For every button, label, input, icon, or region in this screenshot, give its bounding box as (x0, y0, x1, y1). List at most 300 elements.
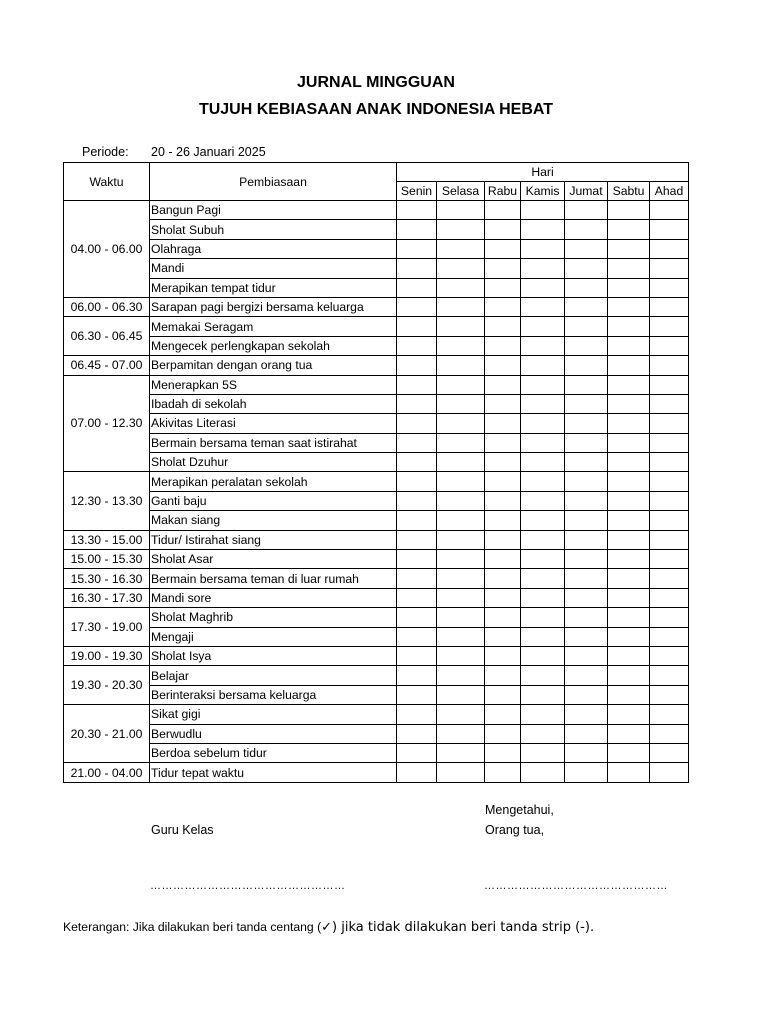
day-check-cell[interactable] (397, 472, 437, 491)
day-check-cell[interactable] (521, 472, 565, 491)
day-check-cell[interactable] (485, 743, 521, 762)
table-row (64, 666, 689, 685)
header-day: Senin (397, 182, 437, 201)
day-check-cell[interactable] (521, 588, 565, 607)
activity-cell: Mengaji (150, 627, 397, 646)
day-check-cell[interactable] (650, 685, 689, 704)
day-check-cell[interactable] (485, 646, 521, 665)
day-check-cell[interactable] (565, 511, 608, 530)
day-check-cell[interactable] (437, 646, 485, 665)
day-check-cell[interactable] (565, 569, 608, 588)
activity-cell: Ganti baju (150, 491, 397, 510)
day-check-cell[interactable] (608, 472, 650, 491)
day-check-cell[interactable] (521, 666, 565, 685)
day-check-cell[interactable] (397, 511, 437, 530)
day-check-cell[interactable] (521, 530, 565, 549)
day-check-cell[interactable] (521, 336, 565, 355)
time-slot-cell: 15.30 - 16.30 (64, 569, 150, 588)
day-check-cell[interactable] (650, 259, 689, 278)
activity-cell: Mandi sore (150, 588, 397, 607)
day-check-cell[interactable] (485, 278, 521, 297)
day-check-cell[interactable] (521, 569, 565, 588)
day-check-cell[interactable] (437, 356, 485, 375)
time-slot-cell: 19.00 - 19.30 (64, 646, 150, 665)
activity-cell: Tidur tepat waktu (150, 763, 397, 782)
day-check-cell[interactable] (437, 743, 485, 762)
activity-cell: Berinteraksi bersama keluarga (150, 685, 397, 704)
table-row (64, 530, 689, 549)
day-check-cell[interactable] (608, 646, 650, 665)
day-check-cell[interactable] (485, 530, 521, 549)
day-check-cell[interactable] (397, 414, 437, 433)
day-check-cell[interactable] (437, 453, 485, 472)
day-check-cell[interactable] (397, 608, 437, 627)
activity-cell: Berdoa sebelum tidur (150, 743, 397, 762)
day-check-cell[interactable] (608, 278, 650, 297)
header-day: Jumat (565, 182, 608, 201)
day-check-cell[interactable] (485, 685, 521, 704)
day-check-cell[interactable] (521, 297, 565, 316)
day-check-cell[interactable] (437, 511, 485, 530)
header-day: Selasa (437, 182, 485, 201)
activity-cell: Sholat Asar (150, 550, 397, 569)
day-check-cell[interactable] (397, 666, 437, 685)
day-check-cell[interactable] (397, 201, 437, 220)
header-day: Rabu (485, 182, 521, 201)
day-check-cell[interactable] (650, 317, 689, 336)
day-check-cell[interactable] (437, 608, 485, 627)
day-check-cell[interactable] (608, 491, 650, 510)
header-day: Kamis (521, 182, 565, 201)
activity-cell: Ibadah di sekolah (150, 394, 397, 413)
activity-cell: Akivitas Literasi (150, 414, 397, 433)
activity-cell: Merapikan tempat tidur (150, 278, 397, 297)
day-check-cell[interactable] (650, 491, 689, 510)
day-check-cell[interactable] (521, 550, 565, 569)
day-check-cell[interactable] (485, 375, 521, 394)
day-check-cell[interactable] (521, 627, 565, 646)
activity-cell: Menerapkan 5S (150, 375, 397, 394)
day-check-cell[interactable] (397, 278, 437, 297)
day-check-cell[interactable] (485, 220, 521, 239)
day-check-cell[interactable] (521, 414, 565, 433)
table-row (64, 763, 689, 782)
journal-body (64, 201, 689, 783)
day-check-cell[interactable] (521, 356, 565, 375)
time-slot-cell: 12.30 - 13.30 (64, 472, 150, 530)
day-check-cell[interactable] (437, 472, 485, 491)
day-check-cell[interactable] (437, 569, 485, 588)
day-check-cell[interactable] (650, 453, 689, 472)
day-check-cell[interactable] (521, 433, 565, 452)
day-check-cell[interactable] (650, 666, 689, 685)
day-check-cell[interactable] (397, 724, 437, 743)
day-check-cell[interactable] (650, 375, 689, 394)
day-check-cell[interactable] (650, 511, 689, 530)
activity-cell: Berpamitan dengan orang tua (150, 356, 397, 375)
activity-cell: Sholat Isya (150, 646, 397, 665)
day-check-cell[interactable] (608, 743, 650, 762)
day-check-cell[interactable] (397, 685, 437, 704)
day-check-cell[interactable] (397, 220, 437, 239)
day-check-cell[interactable] (485, 259, 521, 278)
orang-tua-signature-line: ………………………………………… (484, 880, 668, 892)
day-check-cell[interactable] (650, 627, 689, 646)
day-check-cell[interactable] (565, 336, 608, 355)
day-check-cell[interactable] (650, 356, 689, 375)
journal-table (63, 162, 689, 783)
day-check-cell[interactable] (521, 705, 565, 724)
day-check-cell[interactable] (397, 317, 437, 336)
day-check-cell[interactable] (485, 627, 521, 646)
day-check-cell[interactable] (565, 259, 608, 278)
day-check-cell[interactable] (397, 297, 437, 316)
activity-cell: Merapikan peralatan sekolah (150, 472, 397, 491)
day-check-cell[interactable] (608, 453, 650, 472)
day-check-cell[interactable] (437, 685, 485, 704)
day-check-cell[interactable] (397, 588, 437, 607)
day-check-cell[interactable] (565, 685, 608, 704)
day-check-cell[interactable] (521, 491, 565, 510)
keterangan-suffix: ) jika tidak dilakukan beri tanda strip (-). (332, 920, 595, 935)
day-check-cell[interactable] (437, 705, 485, 724)
day-check-cell[interactable] (397, 569, 437, 588)
day-check-cell[interactable] (437, 239, 485, 258)
day-check-cell[interactable] (650, 705, 689, 724)
day-check-cell[interactable] (565, 414, 608, 433)
time-slot-cell: 06.00 - 06.30 (64, 297, 150, 316)
activity-cell: Belajar (150, 666, 397, 685)
day-check-cell[interactable] (485, 317, 521, 336)
day-check-cell[interactable] (565, 433, 608, 452)
day-check-cell[interactable] (485, 414, 521, 433)
day-check-cell[interactable] (437, 763, 485, 782)
day-check-cell[interactable] (608, 550, 650, 569)
day-check-cell[interactable] (437, 278, 485, 297)
day-check-cell[interactable] (437, 201, 485, 220)
header-pembiasaan: Pembiasaan (150, 163, 397, 201)
day-check-cell[interactable] (608, 724, 650, 743)
day-check-cell[interactable] (485, 297, 521, 316)
time-slot-cell: 21.00 - 04.00 (64, 763, 150, 782)
day-check-cell[interactable] (437, 666, 485, 685)
day-check-cell[interactable] (521, 763, 565, 782)
day-check-cell[interactable] (608, 530, 650, 549)
day-check-cell[interactable] (521, 375, 565, 394)
day-check-cell[interactable] (397, 550, 437, 569)
table-row (64, 453, 689, 472)
day-check-cell[interactable] (485, 705, 521, 724)
day-check-cell[interactable] (565, 375, 608, 394)
activity-cell: Sholat Maghrib (150, 608, 397, 627)
day-check-cell[interactable] (608, 608, 650, 627)
day-check-cell[interactable] (650, 278, 689, 297)
day-check-cell[interactable] (485, 608, 521, 627)
periode-label: Periode: (82, 145, 129, 159)
day-check-cell[interactable] (397, 356, 437, 375)
day-check-cell[interactable] (565, 705, 608, 724)
keterangan-note (63, 920, 594, 935)
time-slot-cell: 17.30 - 19.00 (64, 608, 150, 647)
day-check-cell[interactable] (608, 588, 650, 607)
day-check-cell[interactable] (521, 453, 565, 472)
day-check-cell[interactable] (437, 550, 485, 569)
table-row (64, 414, 689, 433)
day-check-cell[interactable] (485, 394, 521, 413)
day-check-cell[interactable] (650, 763, 689, 782)
activity-cell: Sarapan pagi bergizi bersama keluarga (150, 297, 397, 316)
day-check-cell[interactable] (608, 414, 650, 433)
day-check-cell[interactable] (521, 608, 565, 627)
day-check-cell[interactable] (437, 588, 485, 607)
header-day: Ahad (650, 182, 689, 201)
activity-cell: Berwudlu (150, 724, 397, 743)
day-check-cell[interactable] (521, 394, 565, 413)
table-row (64, 278, 689, 297)
day-check-cell[interactable] (485, 550, 521, 569)
day-check-cell[interactable] (485, 491, 521, 510)
keterangan-prefix: Keterangan: Jika dilakukan beri tanda centang ( (63, 920, 322, 934)
day-check-cell[interactable] (565, 453, 608, 472)
time-slot-cell: 15.00 - 15.30 (64, 550, 150, 569)
table-row (64, 550, 689, 569)
periode-value: 20 - 26 Januari 2025 (151, 145, 266, 159)
day-check-cell[interactable] (650, 239, 689, 258)
day-check-cell[interactable] (650, 743, 689, 762)
day-check-cell[interactable] (565, 550, 608, 569)
day-check-cell[interactable] (397, 530, 437, 549)
table-row (64, 685, 689, 704)
day-check-cell[interactable] (565, 666, 608, 685)
day-check-cell[interactable] (397, 627, 437, 646)
activity-cell: Makan siang (150, 511, 397, 530)
day-check-cell[interactable] (650, 336, 689, 355)
activity-cell: Sholat Dzuhur (150, 453, 397, 472)
day-check-cell[interactable] (565, 608, 608, 627)
table-row (64, 220, 689, 239)
day-check-cell[interactable] (608, 627, 650, 646)
day-check-cell[interactable] (650, 394, 689, 413)
day-check-cell[interactable] (608, 356, 650, 375)
day-check-cell[interactable] (397, 705, 437, 724)
day-check-cell[interactable] (650, 220, 689, 239)
day-check-cell[interactable] (437, 724, 485, 743)
activity-cell: Mandi (150, 259, 397, 278)
day-check-cell[interactable] (397, 763, 437, 782)
check-mark-icon: ✓ (321, 920, 333, 935)
day-check-cell[interactable] (565, 724, 608, 743)
table-row (64, 201, 689, 220)
day-check-cell[interactable] (521, 646, 565, 665)
day-check-cell[interactable] (437, 394, 485, 413)
table-row (64, 336, 689, 355)
table-row (64, 588, 689, 607)
table-row (64, 375, 689, 394)
table-row (64, 239, 689, 258)
day-check-cell[interactable] (397, 336, 437, 355)
day-check-cell[interactable] (437, 317, 485, 336)
header-day: Sabtu (608, 182, 650, 201)
table-row (64, 627, 689, 646)
day-check-cell[interactable] (437, 336, 485, 355)
day-check-cell[interactable] (650, 530, 689, 549)
day-check-cell[interactable] (521, 724, 565, 743)
day-check-cell[interactable] (565, 472, 608, 491)
activity-cell: Tidur/ Istirahat siang (150, 530, 397, 549)
day-check-cell[interactable] (521, 259, 565, 278)
table-row (64, 472, 689, 491)
day-check-cell[interactable] (565, 278, 608, 297)
time-slot-cell: 06.45 - 07.00 (64, 356, 150, 375)
day-check-cell[interactable] (521, 743, 565, 762)
day-check-cell[interactable] (565, 239, 608, 258)
day-check-cell[interactable] (485, 569, 521, 588)
day-check-cell[interactable] (485, 588, 521, 607)
day-check-cell[interactable] (650, 569, 689, 588)
day-check-cell[interactable] (565, 588, 608, 607)
day-check-cell[interactable] (397, 375, 437, 394)
day-check-cell[interactable] (608, 394, 650, 413)
day-check-cell[interactable] (565, 356, 608, 375)
guru-kelas-label: Guru Kelas (151, 823, 214, 837)
day-check-cell[interactable] (521, 511, 565, 530)
day-check-cell[interactable] (565, 491, 608, 510)
day-check-cell[interactable] (397, 239, 437, 258)
day-check-cell[interactable] (608, 297, 650, 316)
day-check-cell[interactable] (485, 453, 521, 472)
time-slot-cell: 04.00 - 06.00 (64, 201, 150, 298)
document-subtitle: TUJUH KEBIASAAN ANAK INDONESIA HEBAT (198, 101, 554, 118)
day-check-cell[interactable] (608, 511, 650, 530)
day-check-cell[interactable] (521, 685, 565, 704)
day-check-cell[interactable] (397, 491, 437, 510)
day-check-cell[interactable] (437, 491, 485, 510)
table-row (64, 705, 689, 724)
day-check-cell[interactable] (397, 394, 437, 413)
day-check-cell[interactable] (397, 259, 437, 278)
day-check-cell[interactable] (485, 511, 521, 530)
day-check-cell[interactable] (608, 569, 650, 588)
day-check-cell[interactable] (437, 297, 485, 316)
activity-cell: Sholat Subuh (150, 220, 397, 239)
mengetahui-label: Mengetahui, (485, 803, 554, 817)
day-check-cell[interactable] (485, 433, 521, 452)
day-check-cell[interactable] (397, 433, 437, 452)
day-check-cell[interactable] (437, 530, 485, 549)
day-check-cell[interactable] (608, 201, 650, 220)
day-check-cell[interactable] (650, 724, 689, 743)
day-check-cell[interactable] (565, 317, 608, 336)
table-row (64, 297, 689, 316)
time-slot-cell: 20.30 - 21.00 (64, 705, 150, 763)
day-check-cell[interactable] (565, 743, 608, 762)
day-check-cell[interactable] (608, 239, 650, 258)
day-check-cell[interactable] (608, 317, 650, 336)
day-check-cell[interactable] (608, 259, 650, 278)
day-check-cell[interactable] (437, 433, 485, 452)
day-check-cell[interactable] (608, 375, 650, 394)
day-check-cell[interactable] (485, 336, 521, 355)
day-check-cell[interactable] (565, 763, 608, 782)
day-check-cell[interactable] (521, 201, 565, 220)
day-check-cell[interactable] (565, 297, 608, 316)
table-row (64, 317, 689, 336)
day-check-cell[interactable] (608, 336, 650, 355)
table-row (64, 491, 689, 510)
day-check-cell[interactable] (485, 472, 521, 491)
day-check-cell[interactable] (608, 433, 650, 452)
orang-tua-label: Orang tua, (485, 823, 545, 837)
day-check-cell[interactable] (397, 743, 437, 762)
day-check-cell[interactable] (608, 220, 650, 239)
activity-cell: Bangun Pagi (150, 201, 397, 220)
day-check-cell[interactable] (608, 705, 650, 724)
day-check-cell[interactable] (650, 646, 689, 665)
day-check-cell[interactable] (565, 220, 608, 239)
day-check-cell[interactable] (650, 414, 689, 433)
day-check-cell[interactable] (565, 201, 608, 220)
day-check-cell[interactable] (650, 433, 689, 452)
day-check-cell[interactable] (650, 472, 689, 491)
day-check-cell[interactable] (437, 220, 485, 239)
day-check-cell[interactable] (485, 239, 521, 258)
table-row (64, 608, 689, 627)
table-row (64, 646, 689, 665)
table-row (64, 724, 689, 743)
activity-cell: Bermain bersama teman saat istirahat (150, 433, 397, 452)
day-check-cell[interactable] (565, 530, 608, 549)
time-slot-cell: 13.30 - 15.00 (64, 530, 150, 549)
day-check-cell[interactable] (565, 394, 608, 413)
activity-cell: Mengecek perlengkapan sekolah (150, 336, 397, 355)
day-check-cell[interactable] (608, 685, 650, 704)
day-check-cell[interactable] (650, 201, 689, 220)
time-slot-cell: 06.30 - 06.45 (64, 317, 150, 356)
activity-cell: Olahraga (150, 239, 397, 258)
activity-cell: Sikat gigi (150, 705, 397, 724)
day-check-cell[interactable] (650, 550, 689, 569)
day-check-cell[interactable] (437, 627, 485, 646)
day-check-cell[interactable] (650, 608, 689, 627)
day-check-cell[interactable] (521, 239, 565, 258)
day-check-cell[interactable] (437, 414, 485, 433)
day-check-cell[interactable] (485, 201, 521, 220)
activity-cell: Bermain bersama teman di luar rumah (150, 569, 397, 588)
day-check-cell[interactable] (397, 646, 437, 665)
day-check-cell[interactable] (437, 259, 485, 278)
day-check-cell[interactable] (485, 724, 521, 743)
day-check-cell[interactable] (521, 278, 565, 297)
table-row (64, 356, 689, 375)
document-title: JURNAL MINGGUAN (297, 74, 455, 91)
day-check-cell[interactable] (485, 666, 521, 685)
day-check-cell[interactable] (650, 297, 689, 316)
day-check-cell[interactable] (565, 646, 608, 665)
day-check-cell[interactable] (485, 763, 521, 782)
table-row (64, 743, 689, 762)
day-check-cell[interactable] (608, 666, 650, 685)
day-check-cell[interactable] (565, 627, 608, 646)
table-row (64, 259, 689, 278)
day-check-cell[interactable] (397, 453, 437, 472)
day-check-cell[interactable] (521, 317, 565, 336)
day-check-cell[interactable] (437, 375, 485, 394)
table-row (64, 394, 689, 413)
day-check-cell[interactable] (650, 588, 689, 607)
day-check-cell[interactable] (521, 220, 565, 239)
day-check-cell[interactable] (485, 356, 521, 375)
day-check-cell[interactable] (608, 763, 650, 782)
